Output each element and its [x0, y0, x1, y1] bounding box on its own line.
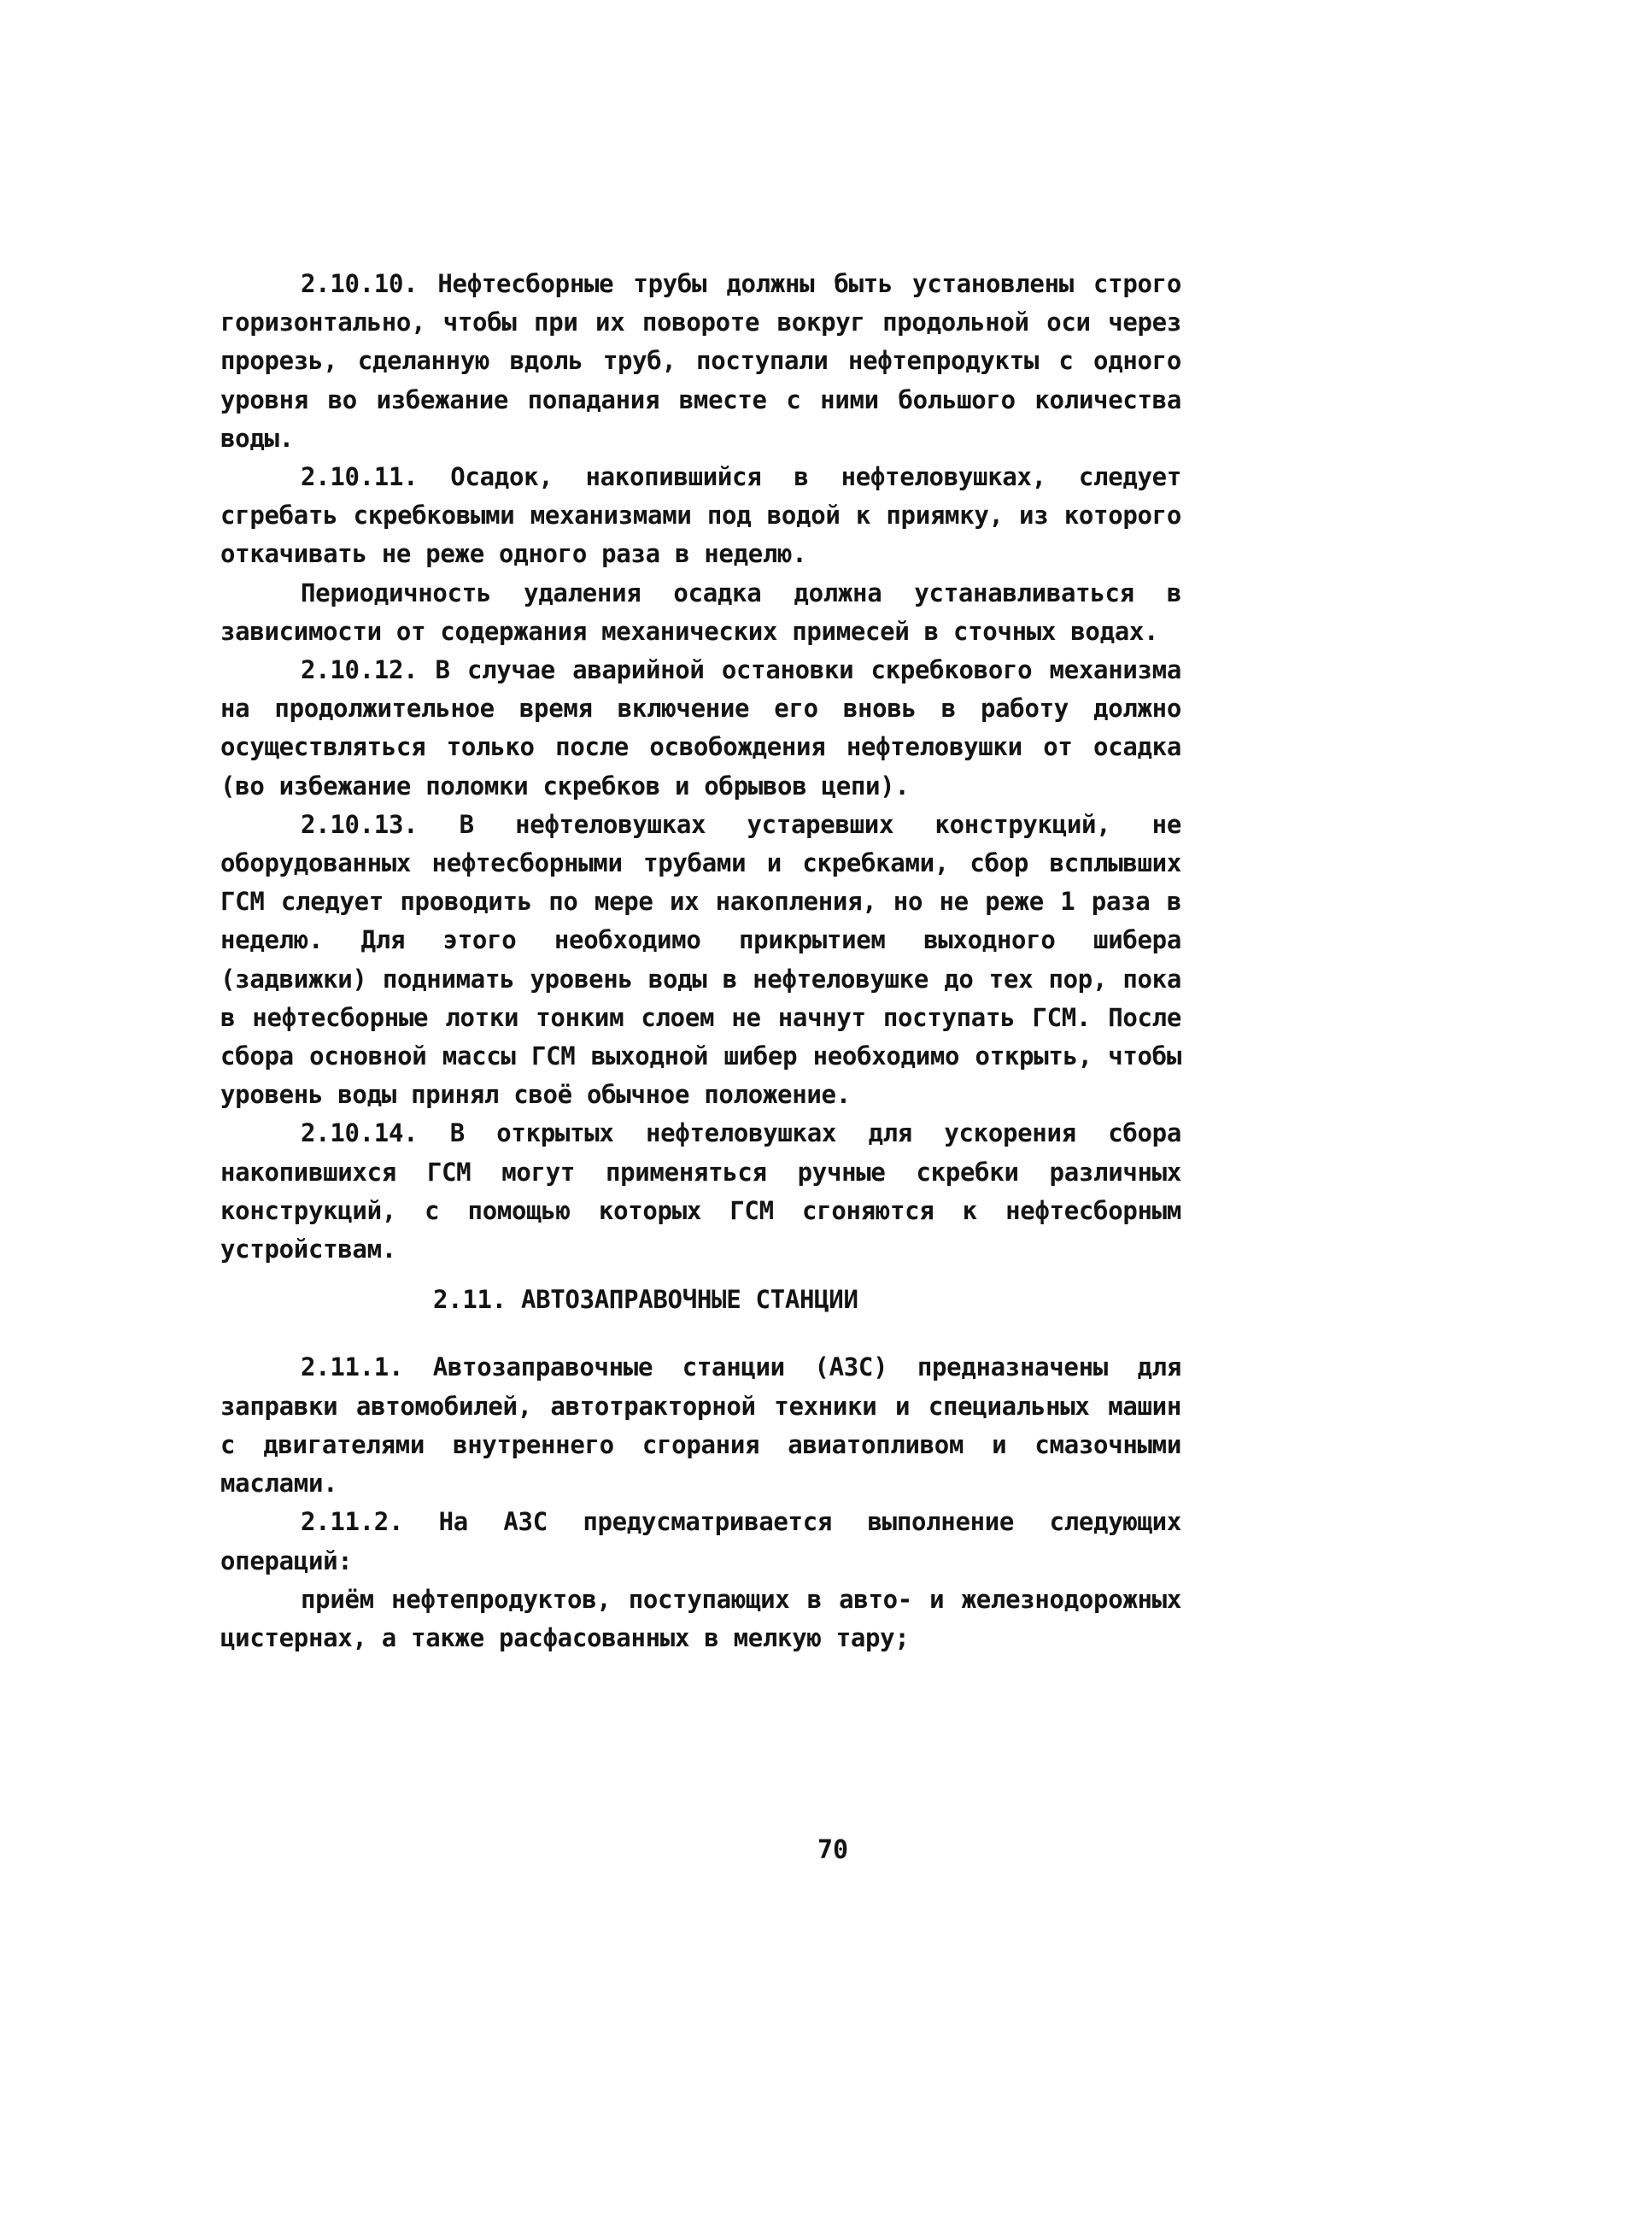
section-heading: 2.11. АВТОЗАПРАВОЧНЫЕ СТАНЦИИ — [433, 1285, 858, 1315]
paragraph-2-10-10: 2.10.10. Нефтесборные трубы должны быть установлены строго горизонтально, чтобы при их повороте вокруг продольной оси через прорезь, сделанную вдоль труб, поступали нефтепродукты с одного уровня во избежание попадания вместе с ними большого количества воды. — [220, 269, 1181, 453]
page-number: 70 — [817, 1835, 849, 1865]
document-body — [220, 265, 1181, 1657]
paragraph-2-10-12: 2.10.12. В случае аварийной остановки скребкового механизма на продолжительное время включение его вновь в работу должно осуществляться только после освобождения нефтеловушки от осадка (во избежание поломки скребков и обрывов цепи). — [220, 655, 1181, 801]
paragraph-2-10-14: 2.10.14. В открытых нефтеловушках для ускорения сбора накопившихся ГСМ могут применяться ручные скребки различных конструкций, с помощью которых ГСМ сгоняются к нефтесборным устройствам. — [220, 1118, 1181, 1264]
paragraph-sediment-periodicity: Периодичность удаления осадка должна устанавливаться в зависимости от содержания механических примесей в сточных водах. — [220, 578, 1181, 646]
paragraph-2-10-11: 2.10.11. Осадок, накопившийся в нефтеловушках, следует сгребать скребковыми механизмами под водой к приямку, из которого откачивать не реже одного раза в неделю. — [220, 462, 1181, 569]
paragraph-2-11-2: 2.11.2. На АЗС предусматривается выполнение следующих операций: — [220, 1507, 1181, 1575]
paragraph-2-10-13: 2.10.13. В нефтеловушках устаревших конструкций, не оборудованных нефтесборными трубами и скребками, сбор всплывших ГСМ следует проводить по мере их накопления, но не реже 1 раза в неделю. Для этого необходимо прикрытием выходного шибера (задвижки) поднимать уровень воды в нефтеловушке до тех пор, пока в нефтесборные лотки тонким слоем не начнут поступать ГСМ. После сбора основной массы ГСМ выходной шибер необходимо открыть, чтобы уровень воды принял своё обычное положение. — [220, 809, 1181, 1110]
paragraph-2-11-1: 2.11.1. Автозаправочные станции (АЗС) предназначены для заправки автомобилей, автотракторной техники и специальных машин с двигателями внутреннего сгорания авиатопливом и смазочными маслами. — [220, 1352, 1181, 1499]
paragraph-operations-item: приём нефтепродуктов, поступающих в авто- и железнодорожных цистернах, а также расфасованных в мелкую тару; — [220, 1584, 1181, 1652]
